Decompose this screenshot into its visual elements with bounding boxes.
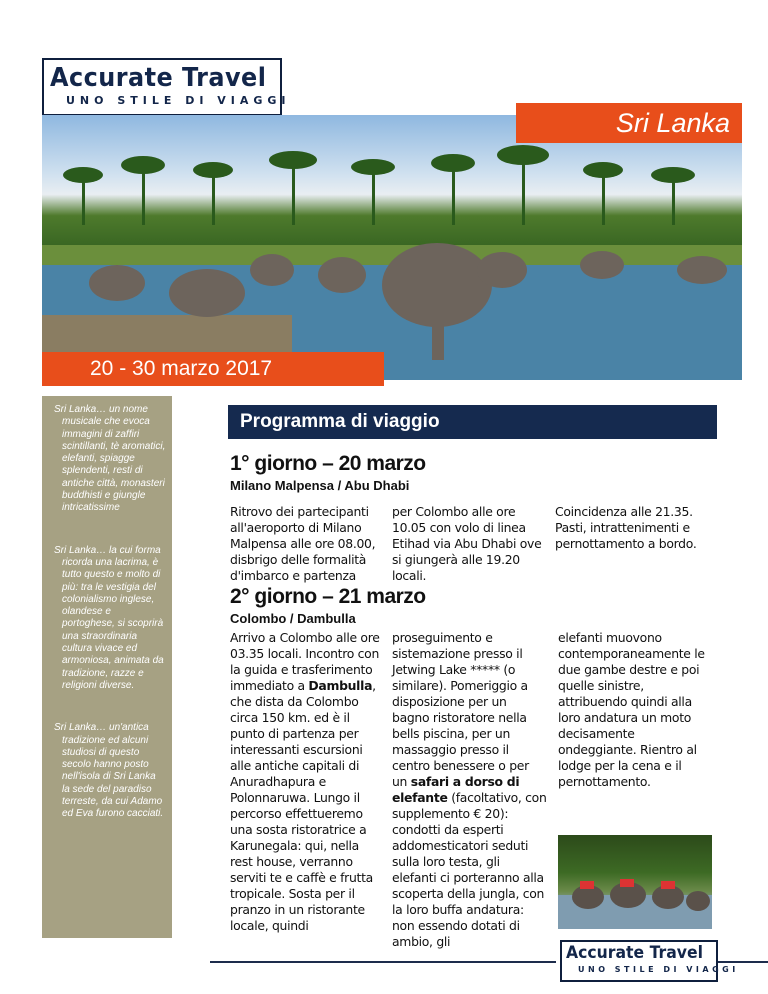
day2-col2 bbox=[392, 630, 547, 950]
logo-title: Accurate Travel bbox=[50, 63, 267, 93]
day1-col2: per Colombo alle ore 10.05 con volo di linea Etihad via Abu Dhabi ove si giungerà alle 19.20 locali. bbox=[392, 504, 542, 583]
sidebar-paragraph: Sri Lanka… la cui forma ricorda una lacrima, è tutto questo e molto di più: tra le vestigia del colonialismo inglese, olandese e portoghese, si scoprirà una straordinaria cultura vivace ed armoniosa, animata da tradizione, razze e religioni diverse. bbox=[54, 544, 164, 691]
day2-col3: elefanti muovono contemporaneamente le due gambe destre e poi quelle sinistre, attribuendo quindi alla loro andatura un moto decisamente ondeggiante. Rientro al lodge per la cena e il pernottamento. bbox=[558, 630, 705, 789]
day1-col1: Ritrovo dei partecipanti all'aeroporto di Milano Malpensa alle ore 08.00, disbrigo delle formalità d'imbarco e partenza bbox=[230, 504, 376, 583]
text-span: (facoltativo, con supplemento € 20): condotti da esperti addomesticatori seduti sulla loro testa, gli elefanti ci porteranno alla scoperta della jungla, con la loro buffa andatura: non essendo dotati di ambio, gli bbox=[392, 790, 547, 949]
text-span: proseguimento e sistemazione presso il Jetwing Lake ***** (o similare). Pomeriggio a disposizione per un bagno ristoratore nella bells piscina, per un massaggio presso il centro benessere o per un bbox=[392, 630, 529, 789]
bold-text: Dambulla bbox=[308, 678, 373, 693]
day1-col3: Coincidenza alle 21.35. Pasti, intrattenimenti e pernottamento a bordo. bbox=[555, 504, 697, 551]
program-header: Programma di viaggio bbox=[228, 405, 717, 439]
logo-subtitle: UNO STILE DI VIAGGI bbox=[66, 94, 291, 107]
day2-col1 bbox=[230, 630, 385, 934]
date-banner: 20 - 30 marzo 2017 bbox=[42, 352, 384, 386]
day1-title: 1° giorno – 20 marzo bbox=[230, 452, 426, 475]
sidebar-paragraph: Sri Lanka… un nome musicale che evoca immagini di zaffiri scintillanti, tè aromatici, elefanti, spiagge splendenti, resti di antiche città, monasteri buddhisti e giungle intricatissime bbox=[54, 404, 166, 514]
day2-route: Colombo / Dambulla bbox=[230, 611, 356, 626]
brand-logo bbox=[42, 58, 291, 116]
bold-text: safari a dorso di elefante bbox=[392, 774, 520, 805]
footer-divider bbox=[210, 961, 556, 963]
elephant-safari-photo bbox=[558, 835, 712, 929]
sidebar-intro bbox=[42, 396, 172, 938]
destination-banner: Sri Lanka bbox=[516, 103, 742, 143]
text-span: Arrivo a Colombo alle ore 03.35 locali. Incontro con la guida e trasferimento immediato a bbox=[230, 630, 380, 693]
day2-title: 2° giorno – 21 marzo bbox=[230, 585, 426, 608]
footer-logo-subtitle: UNO STILE DI VIAGGI bbox=[578, 965, 739, 974]
footer-logo-title: Accurate Travel bbox=[566, 943, 703, 963]
day1-route: Milano Malpensa / Abu Dhabi bbox=[230, 478, 410, 493]
text-span: , che dista da Colombo circa 150 km. ed è il punto di partenza per interessanti escursioni alle antiche capitali di Anuradhapura e Polonnaruwa. Lungo il percorso effettueremo una sosta ristoratrice a Karunegala: qui, nella rest house, verranno serviti te e caffè e frutta tropicale. Sosta per il pranzo in un ristorante locale, quindi bbox=[230, 678, 376, 933]
footer-logo bbox=[560, 940, 739, 982]
footer-divider bbox=[716, 961, 768, 963]
hero-elephants-photo bbox=[42, 115, 742, 380]
sidebar-paragraph: Sri Lanka… un'antica tradizione ed alcuni studiosi di questo secolo hanno posto nell'isola di Sri Lanka la sede del paradiso terreste, da cui Adamo ed Eva furono cacciati. bbox=[54, 722, 164, 820]
